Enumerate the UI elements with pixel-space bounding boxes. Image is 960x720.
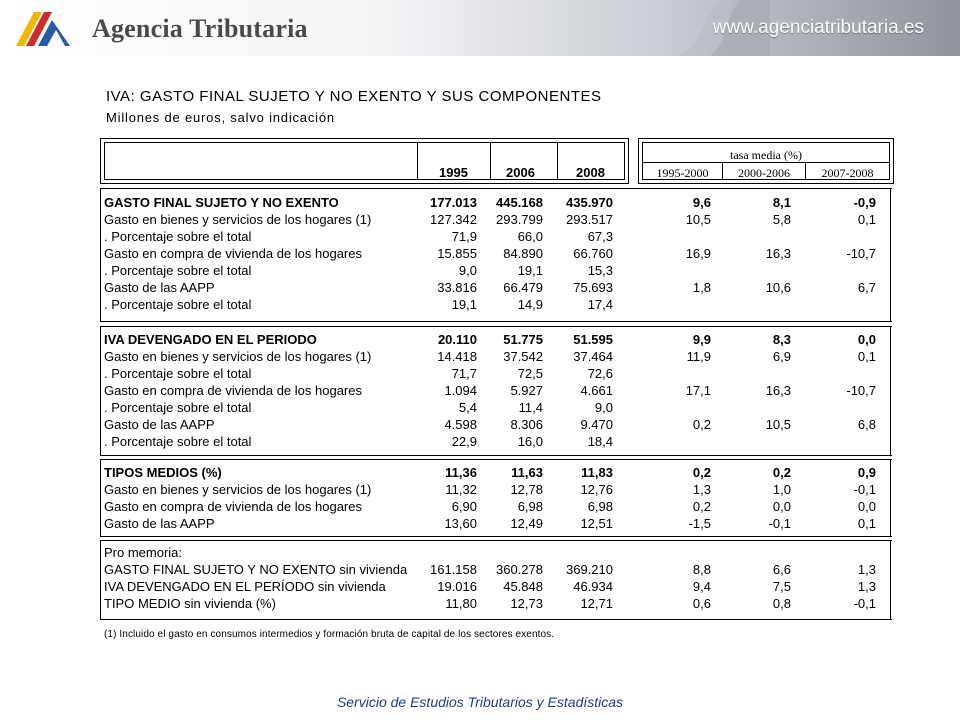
cell-value: 0,2 bbox=[692, 499, 711, 514]
cell-value: 16,9 bbox=[685, 246, 711, 261]
cell-value: 22,9 bbox=[451, 434, 477, 449]
table-row bbox=[104, 515, 876, 532]
section-table bbox=[104, 464, 876, 532]
table-row bbox=[104, 245, 876, 262]
row-label: Gasto en bienes y servicios de los hogares (1) bbox=[104, 482, 372, 497]
row-label: Gasto en compra de vivienda de los hogares bbox=[104, 499, 362, 514]
footnote: (1) Incluido el gasto en consumos intermedios y formación bruta de capital de los sectores exentos. bbox=[104, 629, 555, 640]
cell-value: 9,0 bbox=[594, 400, 613, 415]
rate-title: tasa media (%) bbox=[730, 148, 802, 162]
row-label: TIPO MEDIO sin vivienda (%) bbox=[104, 596, 276, 611]
header-banner bbox=[0, 0, 960, 56]
cell-value: 46.934 bbox=[573, 579, 613, 594]
cell-value: 71,7 bbox=[451, 366, 477, 381]
table-row bbox=[104, 433, 876, 450]
rate-period-1: 1995-2000 bbox=[656, 166, 709, 180]
year-1995: 1995 bbox=[439, 165, 468, 180]
cell-value: 0,8 bbox=[772, 596, 791, 611]
cell-value: -0,1 bbox=[768, 516, 791, 531]
row-label: Gasto en compra de vivienda de los hogares bbox=[104, 383, 362, 398]
cell-value: 66.479 bbox=[503, 280, 543, 295]
cell-value: 0,9 bbox=[857, 465, 876, 480]
cell-value: 0,2 bbox=[692, 417, 711, 432]
table-row bbox=[104, 348, 876, 365]
cell-value: 12,49 bbox=[510, 516, 543, 531]
cell-value: 9,0 bbox=[458, 263, 477, 278]
section-table bbox=[104, 194, 876, 313]
cell-value: 435.970 bbox=[566, 195, 613, 210]
cell-value: 1.094 bbox=[444, 383, 477, 398]
cell-value: 33.816 bbox=[437, 280, 477, 295]
cell-value: 0,2 bbox=[772, 465, 791, 480]
cell-value: -1,5 bbox=[688, 516, 711, 531]
row-label: . Porcentaje sobre el total bbox=[104, 400, 252, 415]
cell-value: 5.927 bbox=[510, 383, 543, 398]
cell-value: 6,8 bbox=[857, 417, 876, 432]
cell-value: 15.855 bbox=[437, 246, 477, 261]
cell-value bbox=[711, 399, 791, 416]
cell-value: 37.542 bbox=[503, 349, 543, 364]
cell-value: 9,6 bbox=[692, 195, 711, 210]
row-label: . Porcentaje sobre el total bbox=[104, 434, 252, 449]
year-header-box bbox=[100, 138, 629, 184]
cell-value: 67,3 bbox=[587, 229, 613, 244]
cell-value bbox=[711, 228, 791, 245]
cell-value: -10,7 bbox=[846, 383, 876, 398]
cell-value: 10,5 bbox=[765, 417, 791, 432]
cell-value: 19.016 bbox=[437, 579, 477, 594]
cell-value: 72,6 bbox=[587, 366, 613, 381]
cell-value: 13,60 bbox=[444, 516, 477, 531]
cell-value bbox=[613, 544, 711, 561]
table-row bbox=[104, 262, 876, 279]
cell-value: -0,1 bbox=[853, 482, 876, 497]
cell-value: 0,1 bbox=[857, 212, 876, 227]
cell-value bbox=[791, 399, 876, 416]
cell-value: 12,71 bbox=[580, 596, 613, 611]
cell-value: 51.775 bbox=[503, 332, 543, 347]
section-table bbox=[104, 331, 876, 450]
cell-value bbox=[711, 296, 791, 313]
cell-value bbox=[711, 544, 791, 561]
cell-value: 6,7 bbox=[857, 280, 876, 295]
table-row bbox=[104, 365, 876, 382]
cell-value: 127.342 bbox=[430, 212, 477, 227]
cell-value: 0,0 bbox=[857, 499, 876, 514]
cell-value: 0,0 bbox=[772, 499, 791, 514]
table-row bbox=[104, 211, 876, 228]
table-row bbox=[104, 464, 876, 481]
year-2008: 2008 bbox=[576, 165, 605, 180]
cell-value: 8,1 bbox=[772, 195, 791, 210]
row-label: TIPOS MEDIOS (%) bbox=[104, 465, 222, 480]
cell-value bbox=[791, 296, 876, 313]
row-label: . Porcentaje sobre el total bbox=[104, 366, 252, 381]
cell-value: 17,4 bbox=[587, 297, 613, 312]
cell-value: -0,9 bbox=[853, 195, 876, 210]
row-label: Gasto en bienes y servicios de los hogares (1) bbox=[104, 212, 372, 227]
rate-period-3: 2007-2008 bbox=[821, 166, 874, 180]
cell-value bbox=[543, 544, 613, 561]
table-row bbox=[104, 194, 876, 211]
cell-value: 445.168 bbox=[496, 195, 543, 210]
cell-value: 1,3 bbox=[857, 579, 876, 594]
cell-value bbox=[477, 544, 543, 561]
page-subtitle: Millones de euros, salvo indicación bbox=[106, 110, 335, 125]
row-label: Gasto en compra de vivienda de los hogares bbox=[104, 246, 362, 261]
cell-value: 12,73 bbox=[510, 596, 543, 611]
cell-value: 11,83 bbox=[581, 465, 613, 480]
cell-value: 6,98 bbox=[517, 499, 543, 514]
cell-value: 0,1 bbox=[857, 349, 876, 364]
row-label: . Porcentaje sobre el total bbox=[104, 229, 252, 244]
rate-period-2: 2000-2006 bbox=[738, 166, 790, 180]
row-label: Gasto en bienes y servicios de los hogares (1) bbox=[104, 349, 372, 364]
section-table bbox=[104, 544, 876, 612]
cell-value: 360.278 bbox=[496, 562, 543, 577]
cell-value: 6,6 bbox=[772, 562, 791, 577]
cell-value bbox=[791, 544, 876, 561]
cell-value: 1,3 bbox=[692, 482, 711, 497]
row-label: Pro memoria: bbox=[104, 545, 183, 560]
cell-value: 9,9 bbox=[692, 332, 711, 347]
cell-value: 11,9 bbox=[686, 349, 711, 364]
cell-value: 8,8 bbox=[692, 562, 711, 577]
row-label: . Porcentaje sobre el total bbox=[104, 297, 252, 312]
table-row bbox=[104, 481, 876, 498]
brand-name: Agencia Tributaria bbox=[92, 14, 308, 43]
row-label: GASTO FINAL SUJETO Y NO EXENTO bbox=[104, 195, 339, 210]
cell-value: 51.595 bbox=[573, 332, 613, 347]
cell-value: 11,36 bbox=[445, 465, 477, 480]
cell-value: 11,80 bbox=[445, 596, 477, 611]
cell-value: 16,3 bbox=[765, 246, 791, 261]
cell-value: 11,63 bbox=[511, 465, 543, 480]
cell-value: 66,0 bbox=[517, 229, 543, 244]
rate-header-box bbox=[638, 138, 894, 184]
cell-value: 1,8 bbox=[692, 280, 711, 295]
cell-value: 18,4 bbox=[587, 434, 613, 449]
row-label: Gasto de las AAPP bbox=[104, 280, 215, 295]
cell-value: 11,32 bbox=[445, 482, 477, 497]
cell-value: 4.598 bbox=[444, 417, 477, 432]
cell-value: 0,2 bbox=[692, 465, 711, 480]
cell-value: 6,9 bbox=[772, 349, 791, 364]
table-row bbox=[104, 578, 876, 595]
cell-value bbox=[791, 228, 876, 245]
cell-value: 66.760 bbox=[573, 246, 613, 261]
cell-value: 75.693 bbox=[573, 280, 613, 295]
table-row bbox=[104, 228, 876, 245]
cell-value: 10,6 bbox=[765, 280, 791, 295]
cell-value: 8,3 bbox=[772, 332, 791, 347]
agencia-tributaria-logo-icon bbox=[12, 6, 74, 50]
row-label: Gasto de las AAPP bbox=[104, 516, 215, 531]
table-row bbox=[104, 498, 876, 515]
cell-value: 72,5 bbox=[517, 366, 543, 381]
cell-value: 19,1 bbox=[451, 297, 477, 312]
cell-value bbox=[613, 228, 711, 245]
cell-value: 5,8 bbox=[772, 212, 791, 227]
cell-value: 10,5 bbox=[685, 212, 711, 227]
cell-value bbox=[791, 433, 876, 450]
cell-value: 9,4 bbox=[692, 579, 711, 594]
table-row bbox=[104, 595, 876, 612]
cell-value: 14,9 bbox=[517, 297, 543, 312]
cell-value bbox=[613, 433, 711, 450]
table-row bbox=[104, 544, 876, 561]
cell-value: 71,9 bbox=[451, 229, 477, 244]
cell-value bbox=[711, 262, 791, 279]
page-title: IVA: GASTO FINAL SUJETO Y NO EXENTO Y SUS COMPONENTES bbox=[106, 88, 602, 105]
table-row bbox=[104, 296, 876, 313]
cell-value: 1,0 bbox=[772, 482, 791, 497]
cell-value: 4.661 bbox=[580, 383, 613, 398]
cell-value bbox=[711, 365, 791, 382]
cell-value: -0,1 bbox=[853, 596, 876, 611]
cell-value: 16,3 bbox=[765, 383, 791, 398]
row-label: IVA DEVENGADO EN EL PERIODO bbox=[104, 332, 317, 347]
cell-value bbox=[613, 365, 711, 382]
cell-value: 12,51 bbox=[580, 516, 613, 531]
cell-value: 369.210 bbox=[566, 562, 613, 577]
cell-value: 5,4 bbox=[458, 400, 477, 415]
table-row bbox=[104, 331, 876, 348]
cell-value: 15,3 bbox=[587, 263, 613, 278]
cell-value bbox=[613, 399, 711, 416]
cell-value bbox=[613, 262, 711, 279]
cell-value: 12,78 bbox=[510, 482, 543, 497]
table-row bbox=[104, 399, 876, 416]
cell-value: 293.517 bbox=[566, 212, 613, 227]
cell-value: 177.013 bbox=[430, 195, 477, 210]
table-row bbox=[104, 561, 876, 578]
cell-value: 12,76 bbox=[580, 482, 613, 497]
row-label: . Porcentaje sobre el total bbox=[104, 263, 252, 278]
cell-value: 16,0 bbox=[517, 434, 543, 449]
cell-value: 37.464 bbox=[573, 349, 613, 364]
cell-value: 161.158 bbox=[430, 562, 477, 577]
cell-value: 17,1 bbox=[685, 383, 711, 398]
cell-value: 84.890 bbox=[503, 246, 543, 261]
cell-value: 19,1 bbox=[517, 263, 543, 278]
row-label: GASTO FINAL SUJETO Y NO EXENTO sin vivienda bbox=[104, 562, 408, 577]
cell-value: 1,3 bbox=[857, 562, 876, 577]
cell-value: -10,7 bbox=[846, 246, 876, 261]
site-url[interactable]: www.agenciatributaria.es bbox=[712, 17, 924, 38]
footer-service: Servicio de Estudios Tributarios y Estadísticas bbox=[336, 694, 624, 710]
cell-value: 11,4 bbox=[518, 400, 543, 415]
cell-value bbox=[791, 365, 876, 382]
cell-value: 8.306 bbox=[510, 417, 543, 432]
table-row bbox=[104, 279, 876, 296]
cell-value: 14.418 bbox=[437, 349, 477, 364]
row-label: Gasto de las AAPP bbox=[104, 417, 215, 432]
cell-value: 6,98 bbox=[587, 499, 613, 514]
cell-value bbox=[711, 433, 791, 450]
cell-value: 0,6 bbox=[692, 596, 711, 611]
cell-value: 7,5 bbox=[772, 579, 791, 594]
year-2006: 2006 bbox=[506, 165, 535, 180]
cell-value bbox=[613, 296, 711, 313]
table-row bbox=[104, 382, 876, 399]
cell-value: 6,90 bbox=[451, 499, 477, 514]
cell-value bbox=[416, 544, 477, 561]
cell-value: 0,1 bbox=[857, 516, 876, 531]
table-row bbox=[104, 416, 876, 433]
cell-value: 45.848 bbox=[503, 579, 543, 594]
row-label: IVA DEVENGADO EN EL PERÍODO sin vivienda bbox=[104, 579, 386, 594]
cell-value: 293.799 bbox=[496, 212, 543, 227]
cell-value bbox=[791, 262, 876, 279]
cell-value: 0,0 bbox=[857, 332, 876, 347]
cell-value: 9.470 bbox=[580, 417, 613, 432]
cell-value: 20.110 bbox=[437, 332, 477, 347]
